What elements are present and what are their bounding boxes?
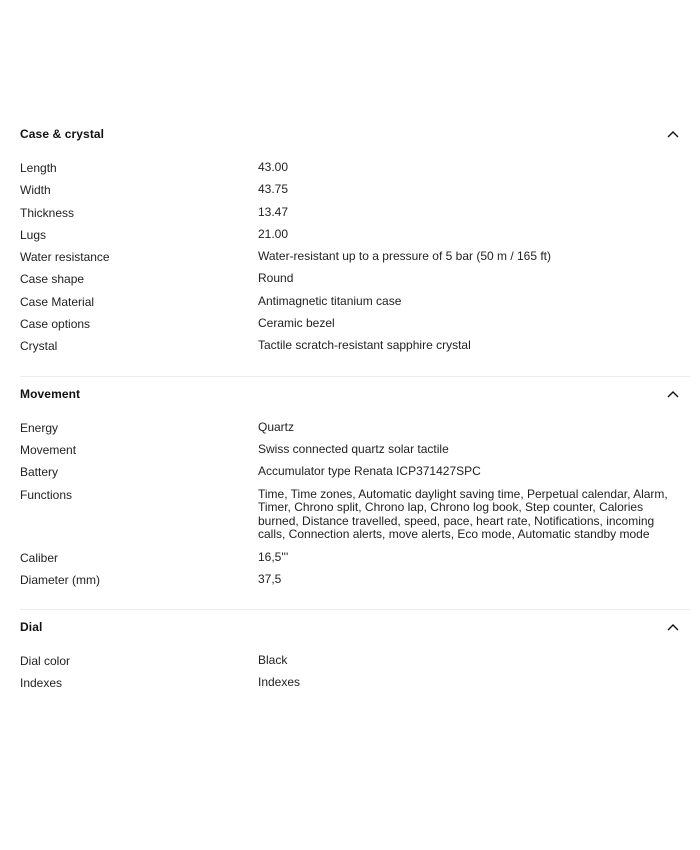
- section-dial: [20, 610, 690, 713]
- spec-value: Swiss connected quartz solar tactile: [258, 441, 449, 456]
- section-title: Case & crystal: [20, 127, 105, 141]
- section-movement: [20, 377, 690, 610]
- spec-row: [20, 551, 690, 573]
- spec-row: [20, 488, 690, 551]
- section-title: Dial: [20, 620, 43, 635]
- spec-label: Functions: [20, 487, 73, 502]
- spec-label: Water resistance: [20, 250, 110, 265]
- spec-rows: [20, 411, 690, 609]
- spec-row: [20, 228, 690, 250]
- spec-label: Case options: [20, 317, 91, 332]
- spec-label: Case Material: [20, 294, 95, 309]
- spec-label: Dial color: [20, 654, 71, 669]
- spec-row: [20, 443, 690, 465]
- spec-label: Case shape: [20, 272, 85, 287]
- spec-label: Caliber: [20, 550, 59, 565]
- spec-value: 13.47: [258, 204, 289, 219]
- spec-value: Tactile scratch-resistant sapphire crystal: [258, 338, 471, 353]
- spec-label: Diameter (mm): [20, 572, 100, 587]
- spec-value: 16,5''': [258, 549, 289, 564]
- section-header-movement[interactable]: [20, 377, 690, 411]
- spec-value: 37,5: [258, 571, 282, 586]
- section-header-dial[interactable]: [20, 610, 690, 644]
- spec-row: [20, 272, 690, 294]
- spec-row: [20, 573, 690, 595]
- chevron-up-icon[interactable]: [666, 620, 680, 634]
- spec-rows: [20, 151, 690, 376]
- spec-label: Length: [20, 161, 57, 175]
- spec-row: [20, 295, 690, 317]
- spec-value: Antimagnetic titanium case: [258, 293, 402, 308]
- spec-value: Indexes: [258, 675, 301, 690]
- spec-row: [20, 183, 690, 205]
- spec-row: [20, 206, 690, 228]
- spec-label: Indexes: [20, 676, 63, 691]
- spec-row: [20, 465, 690, 487]
- spec-label: Width: [20, 183, 51, 198]
- spec-value: Round: [258, 271, 294, 286]
- spec-label: Thickness: [20, 205, 75, 220]
- spec-row: [20, 317, 690, 339]
- spec-value: Ceramic bezel: [258, 316, 335, 331]
- spec-value: Quartz: [258, 419, 295, 434]
- spec-rows: [20, 644, 690, 713]
- chevron-up-icon[interactable]: [666, 387, 680, 401]
- chevron-up-icon[interactable]: [666, 127, 680, 141]
- spec-value: Water-resistant up to a pressure of 5 bar (50 m / 165 ft): [258, 249, 552, 264]
- spec-row: [20, 339, 690, 361]
- spec-label: Energy: [20, 420, 59, 435]
- spec-label: Movement: [20, 442, 77, 457]
- spec-label: Crystal: [20, 339, 58, 354]
- spec-row: [20, 654, 690, 676]
- spec-value: 21.00: [258, 226, 289, 241]
- spec-row: [20, 161, 690, 183]
- spec-row: [20, 421, 690, 443]
- spec-label: Lugs: [20, 227, 47, 242]
- spec-value: 43.00: [258, 160, 289, 174]
- section-case-crystal: [20, 117, 690, 377]
- spec-label: Battery: [20, 465, 59, 480]
- section-header-case-crystal[interactable]: [20, 117, 690, 151]
- spec-value: Accumulator type Renata ICP371427SPC: [258, 464, 481, 479]
- spec-value: Time, Time zones, Automatic daylight saving time, Perpetual calendar, Alarm, Timer, Chrono split, Chrono lap, Chrono log book, Step counter, Calories burned, Distance travelled, speed, pace, heart rate, Notifications, incoming calls, Connection alerts, move alerts, Eco mode, Automatic standby mode: [258, 486, 668, 542]
- spec-value: Black: [258, 653, 288, 668]
- section-title: Movement: [20, 386, 81, 401]
- spec-row: [20, 676, 690, 698]
- spec-row: [20, 250, 690, 272]
- spec-value: 43.75: [258, 182, 289, 197]
